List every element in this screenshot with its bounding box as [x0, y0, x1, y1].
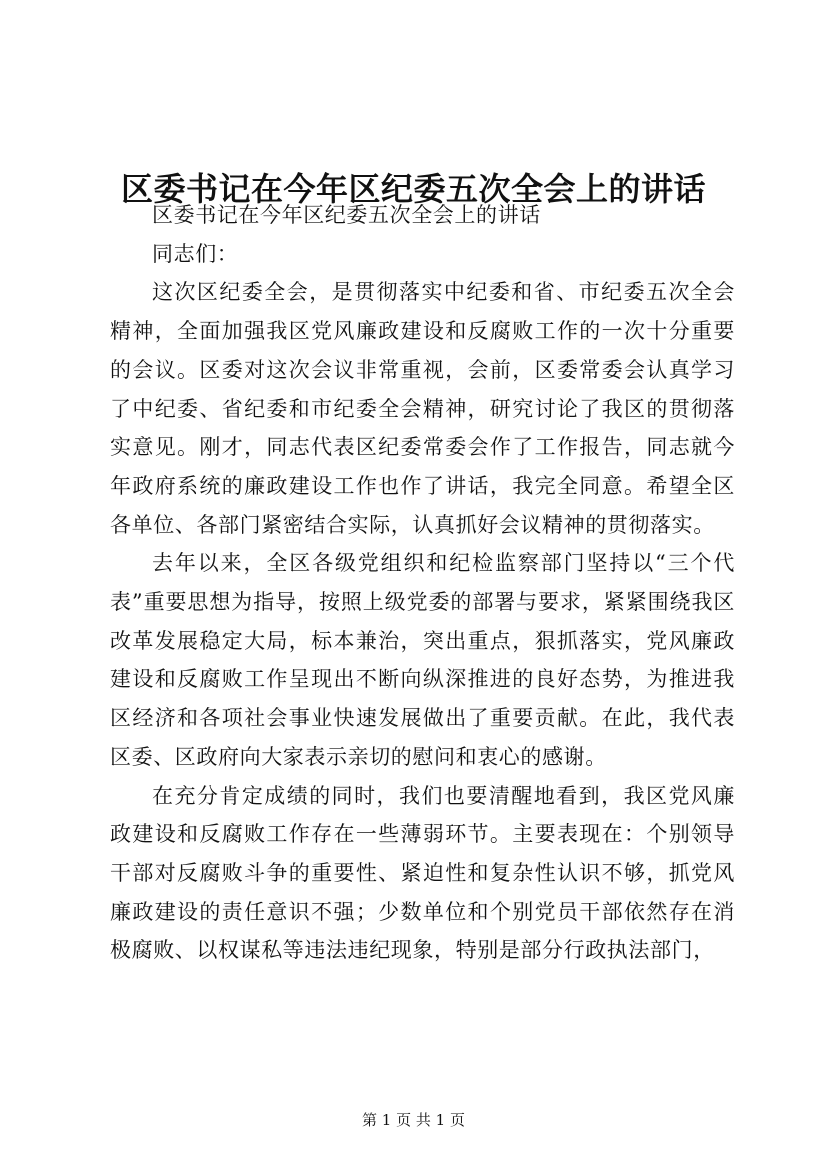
- paragraph: 在充分肯定成绩的同时，我们也要清醒地看到，我区党风廉政建设和反腐败工作存在一些薄弱环节。主要表现在：个别领导干部对反腐败斗争的重要性、紧迫性和复杂性认识不够，抓党风廉政建设的责任意识不强；少数单位和个别党员干部依然存在消极腐败、以权谋私等违法违纪现象，特别是部分行政执法部门，: [110, 783, 735, 963]
- document-body: [110, 196, 735, 970]
- paragraph-salutation: 同志们：: [152, 241, 239, 266]
- document-title: 区委书记在今年区纪委五次全会上的讲话: [120, 170, 706, 209]
- paragraph: 去年以来，全区各级党组织和纪检监察部门坚持以“三个代表”重要思想为指导，按照上级党委的部署与要求，紧紧围绕我区改革发展稳定大局，标本兼治，突出重点，狠抓落实，党风廉政建设和反腐败工作呈现出不断向纵深推进的良好态势，为推进我区经济和各项社会事业快速发展做出了重要贡献。在此，我代表区委、区政府向大家表示亲切的慰问和衷心的感谢。: [110, 551, 735, 769]
- page-footer: 第 1 页 共 1 页: [362, 1111, 465, 1129]
- paragraph: 这次区纪委全会，是贯彻落实中纪委和省、市纪委五次全会精神，全面加强我区党风廉政建设和反腐败工作的一次十分重要的会议。区委对这次会议非常重视，会前，区委常委会认真学习了中纪委、省纪委和市纪委全会精神，研究讨论了我区的贯彻落实意见。刚才，同志代表区纪委常委会作了工作报告，同志就今年政府系统的廉政建设工作也作了讲话，我完全同意。希望全区各单位、各部门紧密结合实际，认真抓好会议精神的贯彻落实。: [110, 280, 735, 537]
- paragraph-subtitle: 区委书记在今年区纪委五次全会上的讲话: [152, 203, 541, 227]
